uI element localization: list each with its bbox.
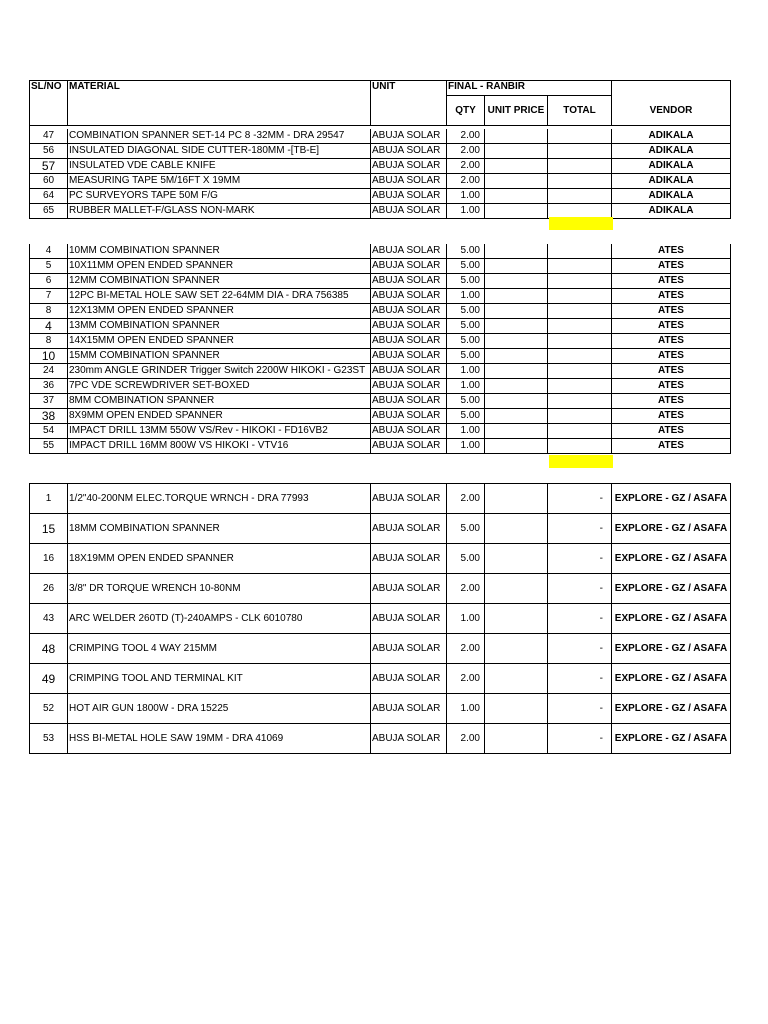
unit-cell: ABUJA SOLAR xyxy=(371,349,447,364)
table-row xyxy=(30,634,731,664)
qty-cell: 5.00 xyxy=(447,304,485,319)
unit-cell: ABUJA SOLAR xyxy=(371,424,447,439)
table-row xyxy=(30,574,731,604)
sl-cell: 15 xyxy=(30,514,68,544)
material-cell: 7PC VDE SCREWDRIVER SET-BOXED xyxy=(68,379,371,394)
unit-cell: ABUJA SOLAR xyxy=(371,724,447,754)
vendor-cell: ATES xyxy=(612,364,731,379)
unit-price-cell xyxy=(485,634,548,664)
sl-cell: 60 xyxy=(30,174,68,189)
material-cell: COMBINATION SPANNER SET-14 PC 8 -32MM - DRA 29547 xyxy=(68,129,371,144)
material-cell: PC SURVEYORS TAPE 50M F/G xyxy=(68,189,371,204)
qty-cell: 2.00 xyxy=(447,159,485,174)
unit-price-cell xyxy=(485,334,548,349)
vendor-cell: ADIKALA xyxy=(612,144,731,159)
unit-price-cell xyxy=(485,409,548,424)
sl-cell: 53 xyxy=(30,724,68,754)
adikala-table xyxy=(29,80,731,219)
unit-price-cell xyxy=(485,259,548,274)
vendor-cell: ADIKALA xyxy=(612,189,731,204)
vendor-cell: ADIKALA xyxy=(612,159,731,174)
material-cell: INSULATED DIAGONAL SIDE CUTTER-180MM -[TB-E] xyxy=(68,144,371,159)
total-cell xyxy=(548,409,612,424)
unit-cell: ABUJA SOLAR xyxy=(371,604,447,634)
table-row xyxy=(30,274,731,289)
total-cell xyxy=(548,129,612,144)
table-row xyxy=(30,159,731,174)
unit-cell: ABUJA SOLAR xyxy=(371,394,447,409)
unit-price-cell xyxy=(485,484,548,514)
vendor-cell: ATES xyxy=(612,319,731,334)
unit-price-cell xyxy=(485,364,548,379)
unit-cell: ABUJA SOLAR xyxy=(371,304,447,319)
ates-table xyxy=(29,244,731,454)
sl-cell: 1 xyxy=(30,484,68,514)
unit-cell: ABUJA SOLAR xyxy=(371,574,447,604)
unit-cell: ABUJA SOLAR xyxy=(371,379,447,394)
vendor-cell: ATES xyxy=(612,409,731,424)
total-cell xyxy=(548,349,612,364)
sl-cell: 8 xyxy=(30,334,68,349)
vendor-cell: ATES xyxy=(612,349,731,364)
unit-price-cell xyxy=(485,424,548,439)
material-cell: 18X19MM OPEN ENDED SPANNER xyxy=(68,544,371,574)
material-cell: 12X13MM OPEN ENDED SPANNER xyxy=(68,304,371,319)
total-cell: - xyxy=(548,544,612,574)
material-cell: ARC WELDER 260TD (T)-240AMPS - CLK 6010780 xyxy=(68,604,371,634)
material-cell: 14X15MM OPEN ENDED SPANNER xyxy=(68,334,371,349)
unit-cell: ABUJA SOLAR xyxy=(371,204,447,219)
table-row xyxy=(30,694,731,724)
table-row xyxy=(30,364,731,379)
unit-cell: ABUJA SOLAR xyxy=(371,439,447,454)
vendor-cell: EXPLORE - GZ / ASAFA xyxy=(612,604,731,634)
table-row xyxy=(30,204,731,219)
table-row xyxy=(30,484,731,514)
total-cell xyxy=(548,159,612,174)
sl-cell: 24 xyxy=(30,364,68,379)
material-cell: 8X9MM OPEN ENDED SPANNER xyxy=(68,409,371,424)
total-cell xyxy=(548,189,612,204)
sl-cell: 4 xyxy=(30,319,68,334)
table-row xyxy=(30,604,731,634)
sl-cell: 36 xyxy=(30,379,68,394)
qty-cell: 1.00 xyxy=(447,694,485,724)
unit-cell: ABUJA SOLAR xyxy=(371,259,447,274)
sl-cell: 49 xyxy=(30,664,68,694)
material-cell: 230mm ANGLE GRINDER Trigger Switch 2200W HIKOKI - G23ST xyxy=(68,364,371,379)
sl-cell: 16 xyxy=(30,544,68,574)
sl-cell: 65 xyxy=(30,204,68,219)
total-cell xyxy=(548,174,612,189)
sl-cell: 10 xyxy=(30,349,68,364)
sl-cell: 64 xyxy=(30,189,68,204)
unit-cell: ABUJA SOLAR xyxy=(371,694,447,724)
sl-cell: 38 xyxy=(30,409,68,424)
vendor-cell: EXPLORE - GZ / ASAFA xyxy=(612,514,731,544)
table-row xyxy=(30,189,731,204)
qty-cell: 5.00 xyxy=(447,409,485,424)
qty-cell: 5.00 xyxy=(447,394,485,409)
unit-cell: ABUJA SOLAR xyxy=(371,544,447,574)
total-cell: - xyxy=(548,664,612,694)
qty-cell: 5.00 xyxy=(447,349,485,364)
sl-cell: 6 xyxy=(30,274,68,289)
table-row xyxy=(30,334,731,349)
unit-cell: ABUJA SOLAR xyxy=(371,334,447,349)
unit-price-cell xyxy=(485,664,548,694)
highlight-cell xyxy=(549,455,613,468)
table-row xyxy=(30,304,731,319)
material-cell: 13MM COMBINATION SPANNER xyxy=(68,319,371,334)
table-row xyxy=(30,664,731,694)
unit-price-cell xyxy=(485,514,548,544)
unit-cell: ABUJA SOLAR xyxy=(371,289,447,304)
sl-cell: 5 xyxy=(30,259,68,274)
header-material: MATERIAL xyxy=(68,81,371,126)
table-row xyxy=(30,394,731,409)
table-row xyxy=(30,244,731,259)
vendor-cell: ATES xyxy=(612,379,731,394)
sl-cell: 37 xyxy=(30,394,68,409)
material-cell: HSS BI-METAL HOLE SAW 19MM - DRA 41069 xyxy=(68,724,371,754)
qty-cell: 5.00 xyxy=(447,319,485,334)
table-row xyxy=(30,144,731,159)
total-cell xyxy=(548,424,612,439)
total-cell xyxy=(548,319,612,334)
unit-price-cell xyxy=(485,129,548,144)
vendor-cell: EXPLORE - GZ / ASAFA xyxy=(612,634,731,664)
unit-price-cell xyxy=(485,174,548,189)
qty-cell: 5.00 xyxy=(447,544,485,574)
total-cell xyxy=(548,289,612,304)
total-cell xyxy=(548,379,612,394)
table-row xyxy=(30,439,731,454)
vendor-cell: ATES xyxy=(612,274,731,289)
table-row xyxy=(30,319,731,334)
unit-cell: ABUJA SOLAR xyxy=(371,409,447,424)
table-row xyxy=(30,349,731,364)
material-cell: 12MM COMBINATION SPANNER xyxy=(68,274,371,289)
vendor-cell: EXPLORE - GZ / ASAFA xyxy=(612,664,731,694)
unit-price-cell xyxy=(485,144,548,159)
total-cell: - xyxy=(548,724,612,754)
unit-cell: ABUJA SOLAR xyxy=(371,319,447,334)
table-row xyxy=(30,174,731,189)
qty-cell: 1.00 xyxy=(447,189,485,204)
vendor-cell: ATES xyxy=(612,424,731,439)
qty-cell: 2.00 xyxy=(447,574,485,604)
qty-cell: 1.00 xyxy=(447,379,485,394)
qty-cell: 2.00 xyxy=(447,484,485,514)
total-cell: - xyxy=(548,634,612,664)
sl-cell: 8 xyxy=(30,304,68,319)
unit-cell: ABUJA SOLAR xyxy=(371,189,447,204)
material-cell: IMPACT DRILL 16MM 800W VS HIKOKI - VTV16 xyxy=(68,439,371,454)
material-cell: IMPACT DRILL 13MM 550W VS/Rev - HIKOKI - FD16VB2 xyxy=(68,424,371,439)
vendor-cell: EXPLORE - GZ / ASAFA xyxy=(612,544,731,574)
material-cell: CRIMPING TOOL 4 WAY 215MM xyxy=(68,634,371,664)
unit-cell: ABUJA SOLAR xyxy=(371,364,447,379)
material-cell: 15MM COMBINATION SPANNER xyxy=(68,349,371,364)
vendor-cell: ATES xyxy=(612,289,731,304)
sl-cell: 26 xyxy=(30,574,68,604)
sl-cell: 52 xyxy=(30,694,68,724)
qty-cell: 1.00 xyxy=(447,364,485,379)
material-cell: 18MM COMBINATION SPANNER xyxy=(68,514,371,544)
unit-cell: ABUJA SOLAR xyxy=(371,514,447,544)
unit-cell: ABUJA SOLAR xyxy=(371,244,447,259)
total-cell xyxy=(548,364,612,379)
total-cell xyxy=(548,334,612,349)
qty-cell: 1.00 xyxy=(447,289,485,304)
header-final: FINAL - RANBIR xyxy=(447,81,612,96)
vendor-cell: EXPLORE - GZ / ASAFA xyxy=(612,724,731,754)
unit-price-cell xyxy=(485,289,548,304)
qty-cell: 1.00 xyxy=(447,604,485,634)
vendor-cell: EXPLORE - GZ / ASAFA xyxy=(612,574,731,604)
unit-price-cell xyxy=(485,304,548,319)
total-cell xyxy=(548,259,612,274)
unit-price-cell xyxy=(485,604,548,634)
qty-cell: 2.00 xyxy=(447,664,485,694)
vendor-cell: EXPLORE - GZ / ASAFA xyxy=(612,484,731,514)
total-cell: - xyxy=(548,514,612,544)
unit-price-cell xyxy=(485,544,548,574)
qty-cell: 2.00 xyxy=(447,144,485,159)
vendor-cell: ATES xyxy=(612,439,731,454)
table-row xyxy=(30,129,731,144)
explore-table xyxy=(29,483,731,754)
unit-price-cell xyxy=(485,574,548,604)
sl-cell: 54 xyxy=(30,424,68,439)
unit-price-cell xyxy=(485,694,548,724)
total-cell xyxy=(548,439,612,454)
header-total: TOTAL xyxy=(548,96,612,126)
sl-cell: 55 xyxy=(30,439,68,454)
total-cell xyxy=(548,244,612,259)
material-cell: MEASURING TAPE 5M/16FT X 19MM xyxy=(68,174,371,189)
total-cell xyxy=(548,144,612,159)
table-row xyxy=(30,724,731,754)
total-cell: - xyxy=(548,574,612,604)
table-row xyxy=(30,289,731,304)
header-sl-no: SL/NO xyxy=(30,81,68,126)
sl-cell: 48 xyxy=(30,634,68,664)
qty-cell: 5.00 xyxy=(447,259,485,274)
total-cell: - xyxy=(548,484,612,514)
total-cell: - xyxy=(548,604,612,634)
material-cell: 12PC BI-METAL HOLE SAW SET 22-64MM DIA - DRA 756385 xyxy=(68,289,371,304)
unit-cell: ABUJA SOLAR xyxy=(371,159,447,174)
sl-cell: 7 xyxy=(30,289,68,304)
total-cell xyxy=(548,304,612,319)
material-cell: CRIMPING TOOL AND TERMINAL KIT xyxy=(68,664,371,694)
qty-cell: 2.00 xyxy=(447,634,485,664)
unit-price-cell xyxy=(485,244,548,259)
unit-cell: ABUJA SOLAR xyxy=(371,484,447,514)
unit-cell: ABUJA SOLAR xyxy=(371,664,447,694)
vendor-cell: ADIKALA xyxy=(612,204,731,219)
table-row xyxy=(30,544,731,574)
total-cell: - xyxy=(548,694,612,724)
qty-cell: 1.00 xyxy=(447,439,485,454)
vendor-cell: ADIKALA xyxy=(612,174,731,189)
vendor-cell: EXPLORE - GZ / ASAFA xyxy=(612,694,731,724)
qty-cell: 5.00 xyxy=(447,244,485,259)
unit-price-cell xyxy=(485,724,548,754)
vendor-cell: ATES xyxy=(612,259,731,274)
unit-price-cell xyxy=(485,394,548,409)
qty-cell: 2.00 xyxy=(447,129,485,144)
table-row xyxy=(30,514,731,544)
material-cell: 8MM COMBINATION SPANNER xyxy=(68,394,371,409)
qty-cell: 5.00 xyxy=(447,334,485,349)
header-unit: UNIT xyxy=(371,81,447,126)
sl-cell: 56 xyxy=(30,144,68,159)
unit-price-cell xyxy=(485,349,548,364)
vendor-cell: ADIKALA xyxy=(612,129,731,144)
total-cell xyxy=(548,394,612,409)
header-vendor-top xyxy=(612,81,731,96)
unit-price-cell xyxy=(485,189,548,204)
vendor-cell: ATES xyxy=(612,304,731,319)
table-row xyxy=(30,424,731,439)
qty-cell: 2.00 xyxy=(447,174,485,189)
unit-price-cell xyxy=(485,379,548,394)
sl-cell: 43 xyxy=(30,604,68,634)
unit-price-cell xyxy=(485,159,548,174)
material-cell: 3/8" DR TORQUE WRENCH 10-80NM xyxy=(68,574,371,604)
sl-cell: 4 xyxy=(30,244,68,259)
vendor-cell: ATES xyxy=(612,244,731,259)
sl-cell: 47 xyxy=(30,129,68,144)
sl-cell: 57 xyxy=(30,159,68,174)
qty-cell: 1.00 xyxy=(447,424,485,439)
unit-price-cell xyxy=(485,319,548,334)
header-unit-price: UNIT PRICE xyxy=(485,96,548,126)
qty-cell: 1.00 xyxy=(447,204,485,219)
unit-price-cell xyxy=(485,204,548,219)
table-row xyxy=(30,259,731,274)
highlight-cell xyxy=(549,217,613,230)
header-vendor: VENDOR xyxy=(612,96,731,126)
table-row xyxy=(30,409,731,424)
unit-cell: ABUJA SOLAR xyxy=(371,634,447,664)
unit-price-cell xyxy=(485,274,548,289)
unit-cell: ABUJA SOLAR xyxy=(371,144,447,159)
material-cell: RUBBER MALLET-F/GLASS NON-MARK xyxy=(68,204,371,219)
table-row xyxy=(30,379,731,394)
qty-cell: 5.00 xyxy=(447,514,485,544)
total-cell xyxy=(548,274,612,289)
material-cell: INSULATED VDE CABLE KNIFE xyxy=(68,159,371,174)
material-cell: HOT AIR GUN 1800W - DRA 15225 xyxy=(68,694,371,724)
header-qty: QTY xyxy=(447,96,485,126)
material-cell: 10MM COMBINATION SPANNER xyxy=(68,244,371,259)
vendor-cell: ATES xyxy=(612,334,731,349)
qty-cell: 5.00 xyxy=(447,274,485,289)
unit-cell: ABUJA SOLAR xyxy=(371,129,447,144)
qty-cell: 2.00 xyxy=(447,724,485,754)
unit-cell: ABUJA SOLAR xyxy=(371,274,447,289)
material-cell: 10X11MM OPEN ENDED SPANNER xyxy=(68,259,371,274)
unit-cell: ABUJA SOLAR xyxy=(371,174,447,189)
unit-price-cell xyxy=(485,439,548,454)
vendor-cell: ATES xyxy=(612,394,731,409)
material-cell: 1/2"40-200NM ELEC.TORQUE WRNCH - DRA 77993 xyxy=(68,484,371,514)
